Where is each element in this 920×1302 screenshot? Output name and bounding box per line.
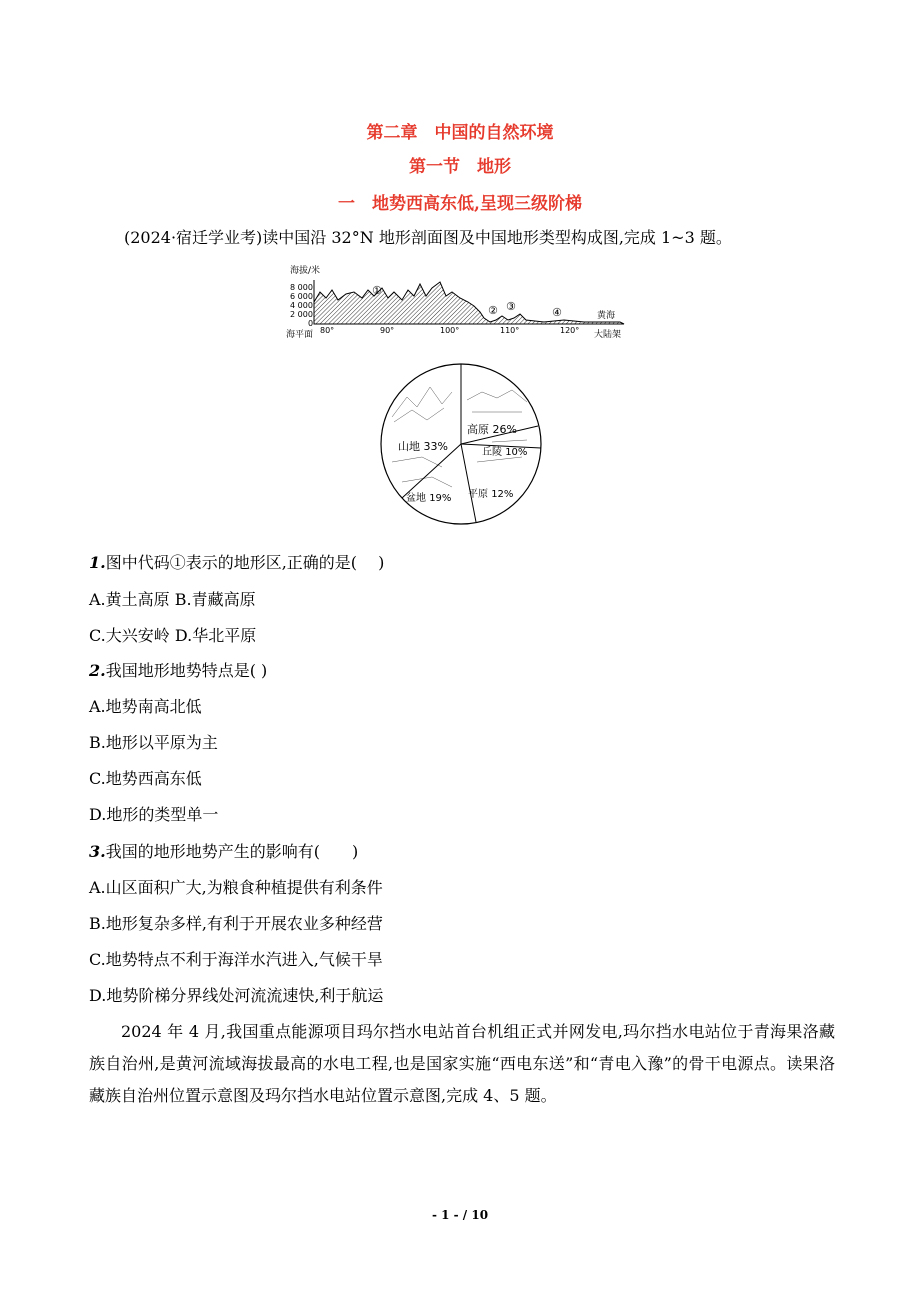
question-number: 2. — [89, 661, 106, 680]
profile-xtick: 120° — [560, 326, 580, 335]
question-2-option-c[interactable]: C.地势西高东低 — [89, 769, 202, 788]
profile-ylabel: 海拔/米 — [290, 266, 321, 276]
question-3-stem: 3.我国的地形地势产生的影响有( ) — [89, 842, 359, 861]
profile-sea-level-label: 海平面 — [286, 330, 314, 340]
profile-ytick: 0 — [308, 319, 314, 328]
pie-label-basin: 盆地 19% — [406, 493, 452, 504]
question-1-option-line[interactable]: A.黄土高原 B.青藏高原 — [89, 590, 256, 609]
question-number: 3. — [89, 842, 106, 861]
question-3-option-d[interactable]: D.地势阶梯分界线处河流流速快,利于航运 — [89, 986, 384, 1005]
question-1-option-line[interactable]: C.大兴安岭 D.华北平原 — [89, 626, 257, 645]
pie-label-mountain: 山地 33% — [398, 440, 448, 453]
pie-label-plain: 平原 12% — [468, 489, 514, 500]
terrain-type-pie — [372, 362, 552, 527]
question-2-stem: 2.我国地形地势特点是( ) — [89, 661, 268, 680]
profile-xtick: 90° — [380, 326, 395, 335]
question-2-option-a[interactable]: A.地势南高北低 — [89, 697, 202, 716]
intro-text: (2024·宿迁学业考)读中国沿 32°N 地形剖面图及中国地形类型构成图,完成 1~3 题。 — [124, 228, 732, 247]
profile-xtick: 110° — [500, 326, 520, 335]
chapter-title: 第二章 中国的自然环境 — [366, 123, 554, 143]
marker-4: ④ — [552, 306, 562, 319]
marker-2: ② — [488, 304, 498, 317]
terrain-profile-shape — [314, 282, 624, 324]
passage-paragraph: 2024 年 4 月,我国重点能源项目玛尔挡水电站首台机组正式并网发电,玛尔挡水电站位于青海果洛藏族自治州,是黄河流域海拔最高的水电工程,也是国家实施“西电东送”和“青电入豫”的骨干电源点。读果洛藏族自治州位置示意图及玛尔挡水电站位置示意图,完成 4、5 题。 — [89, 1022, 835, 1105]
question-3-option-b[interactable]: B.地形复杂多样,有利于开展农业多种经营 — [89, 914, 383, 933]
marker-1: ① — [372, 284, 382, 297]
section-title: 第一节 地形 — [409, 157, 511, 177]
subsection-title: 一 地势西高东低,呈现三级阶梯 — [338, 194, 582, 214]
terrain-profile-figure — [284, 262, 634, 344]
shelf-label: 大陆架 — [594, 330, 622, 340]
profile-xtick: 80° — [320, 326, 335, 335]
profile-ytick: 4 000 — [290, 301, 313, 310]
profile-ytick: 8 000 — [290, 283, 313, 292]
profile-ytick: 6 000 — [290, 292, 313, 301]
question-1-stem: 1.图中代码①表示的地形区,正确的是( ) — [89, 553, 385, 572]
pie-label-plateau: 高原 26% — [467, 423, 517, 436]
question-2-option-d[interactable]: D.地形的类型单一 — [89, 805, 219, 824]
pie-label-hills: 丘陵 10% — [482, 447, 528, 458]
question-2-option-b[interactable]: B.地形以平原为主 — [89, 733, 218, 752]
question-number: 1. — [89, 553, 106, 572]
sea-label: 黄海 — [597, 311, 616, 321]
profile-xtick: 100° — [440, 326, 460, 335]
page-number: - 1 - / 10 — [431, 1208, 489, 1222]
question-3-option-c[interactable]: C.地势特点不利于海洋水汽进入,气候干旱 — [89, 950, 383, 969]
question-3-option-a[interactable]: A.山区面积广大,为粮食种植提供有利条件 — [89, 878, 383, 897]
profile-ytick: 2 000 — [290, 310, 313, 319]
marker-3: ③ — [506, 300, 516, 313]
